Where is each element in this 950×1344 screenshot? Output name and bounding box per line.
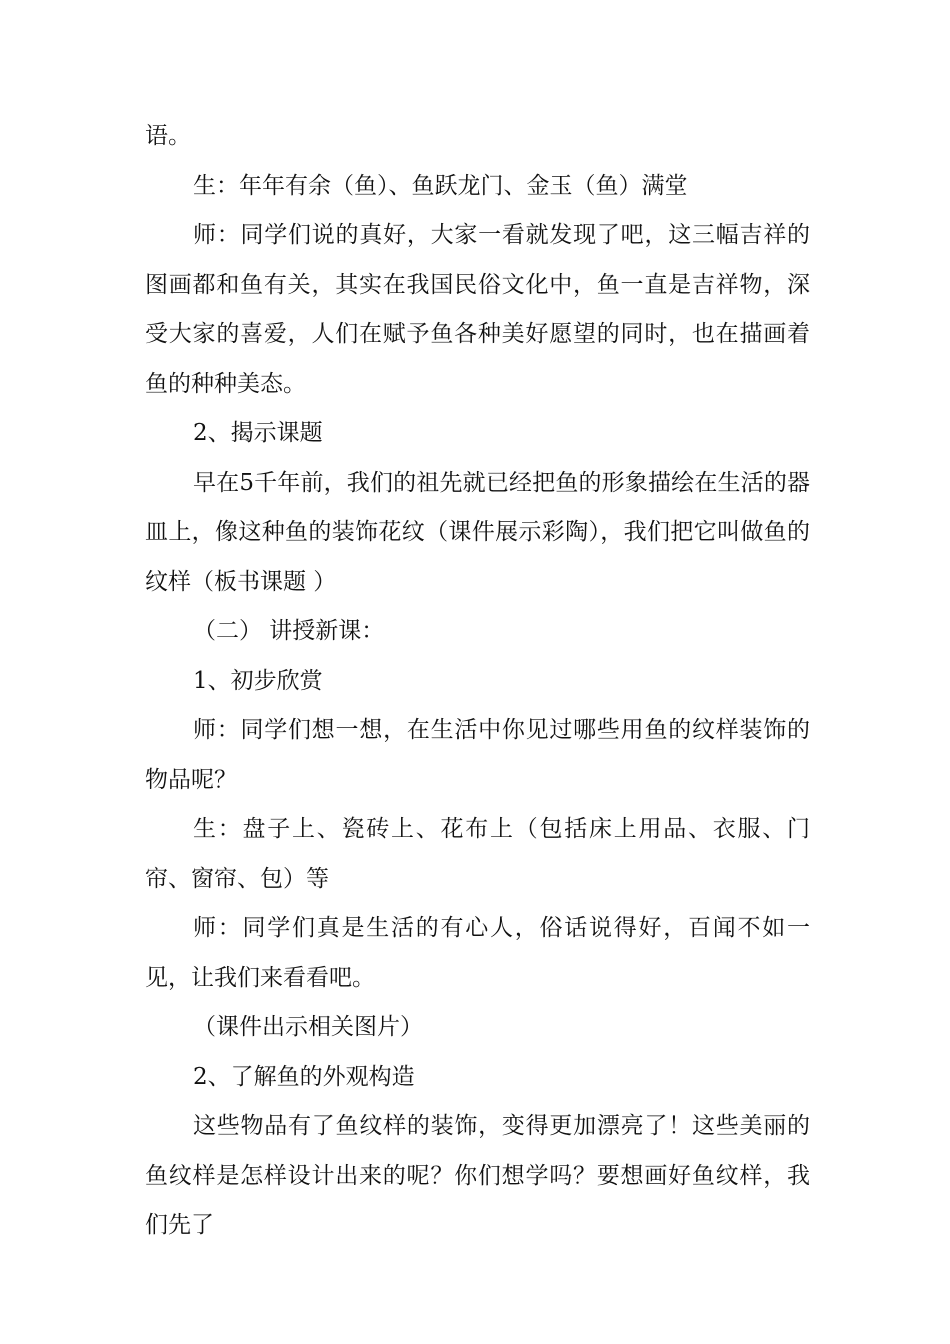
section-heading-new-lesson: （二） 讲授新课： bbox=[193, 618, 385, 644]
paragraph-student-answer: 生：年年有余（鱼）、鱼跃龙门、金玉（鱼）满堂 bbox=[193, 172, 688, 199]
paragraph-fish-pattern-intro: 这些物品有了鱼纹样的装饰，变得更加漂亮了！这些美丽的鱼纹样是怎样设计出来的呢？你们想学吗？要想画好鱼纹样，我们先了 bbox=[145, 1113, 810, 1238]
paragraph-teacher-remark: 师：同学们说的真好，大家一看就发现了吧，这三幅吉祥的图画都和鱼有关，其实在我国民俗文化中，鱼一直是吉祥物，深受大家的喜爱，人们在赋予鱼各种美好愿望的同时，也在描画着鱼的种种美态。 bbox=[145, 222, 810, 397]
paragraph-teacher-question: 师：同学们想一想，在生活中你见过哪些用鱼的纹样装饰的物品呢？ bbox=[145, 717, 810, 793]
paragraph-continuation: 语。 bbox=[145, 123, 191, 149]
paragraph-courseware-note: （课件出示相关图片） bbox=[193, 1014, 423, 1040]
paragraph-topic-intro: 早在5千年前，我们的祖先就已经把鱼的形象描绘在生活的器皿上，像这种鱼的装饰花纹（课件展示彩陶），我们把它叫做鱼的纹样（板书课题 ） bbox=[145, 469, 810, 595]
document-body bbox=[145, 112, 810, 1251]
section-heading-fish-structure: 2、了解鱼的外观构造 bbox=[193, 1063, 415, 1090]
paragraph-teacher-praise: 师：同学们真是生活的有心人，俗话说得好，百闻不如一见，让我们来看看吧。 bbox=[145, 915, 810, 991]
section-heading-reveal-topic: 2、揭示课题 bbox=[193, 420, 323, 446]
paragraph-student-reply: 生：盘子上、瓷砖上、花布上（包括床上用品、衣服、门帘、窗帘、包）等 bbox=[145, 816, 810, 892]
section-heading-initial-appreciation: 1、初步欣赏 bbox=[193, 667, 323, 694]
